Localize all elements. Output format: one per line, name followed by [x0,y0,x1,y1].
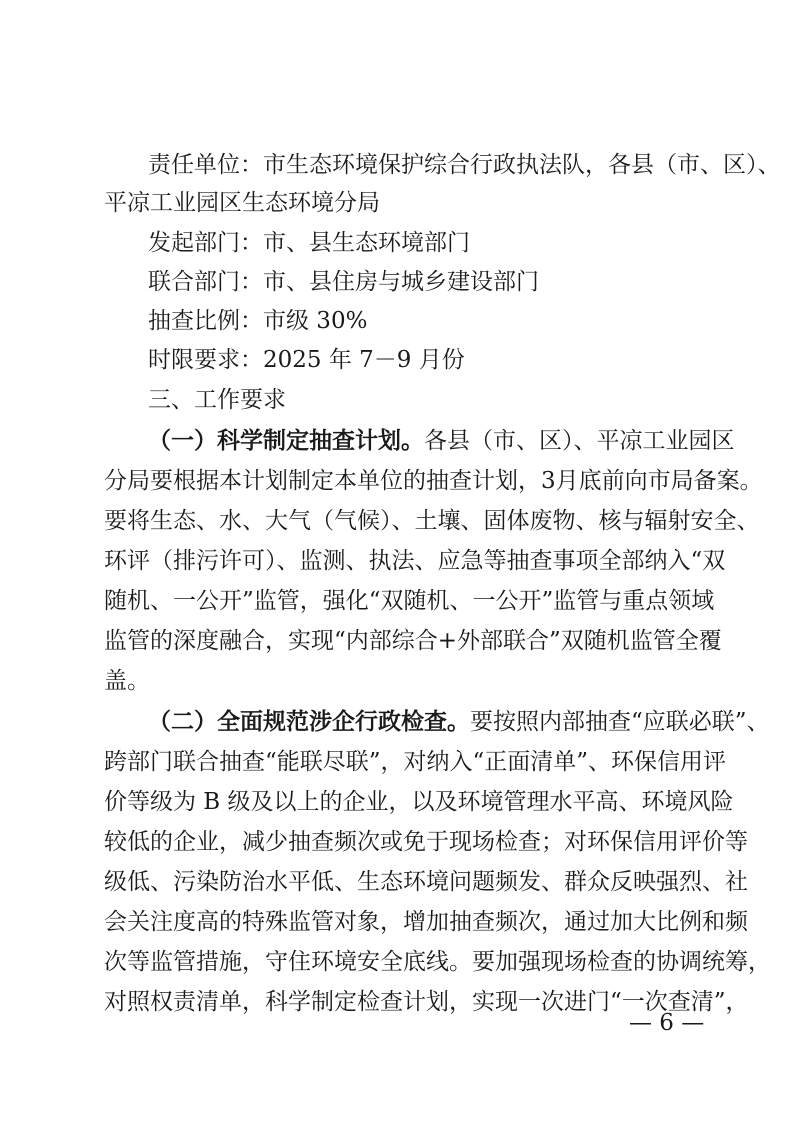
item1-first-line [148,421,735,461]
item2-line: 会关注度高的特殊监管对象，增加抽查频次，通过加大比例和频 [104,909,748,935]
item2-line: 级低、污染防治水平低、生态环境问题频发、群众反映强烈、社 [104,869,748,895]
item1-line: 环评（排污许可）、监测、执法、应急等抽查事项全部纳入“双 [104,548,726,574]
responsible-unit-line-1: 责任单位：市生态环境保护综合行政执法队，各县（市、区）、 [148,152,781,178]
item2-text: 要按照内部抽查“应联必联”、 [470,709,770,735]
responsible-unit-line-2: 平凉工业园区生态环境分局 [104,190,380,216]
joint-dept: 联合部门：市、县住房与城乡建设部门 [148,269,539,295]
item1-text: 各县（市、区）、平凉工业园区 [424,428,735,454]
time-limit: 时限要求：2025 年 7－9 月份 [148,347,465,373]
item1-title: （一）科学制定抽查计划。 [148,427,424,454]
initiating-dept: 发起部门：市、县生态环境部门 [148,230,470,256]
item2-line: 跨部门联合抽查“能联尽联”，对纳入“正面清单”、环保信用评 [104,749,727,775]
item1-line: 监管的深度融合，实现“内部综合+外部联合”双随机监管全覆 [104,628,722,654]
sampling-ratio: 抽查比例：市级 30% [148,308,368,334]
item2-line: 价等级为 B 级及以上的企业，以及环境管理水平高、环境风险 [104,789,734,815]
item2-line: 较低的企业，减少抽查频次或免于现场检查；对环保信用评价等 [104,829,748,855]
item1-line: 盖。 [104,668,150,694]
item2-line: 次等监管措施，守住环境安全底线。要加强现场检查的协调统筹， [104,949,771,975]
item1-line: 分局要根据本计划制定本单位的抽查计划，3月底前向市局备案。 [104,468,763,494]
item1-line: 要将生态、水、大气（气候）、土壤、固体废物、核与辐射安全、 [104,508,760,534]
item2-line: 对照权责清单，科学制定检查计划，实现一次进门“一次查清”， [104,989,749,1015]
section-heading: 三、工作要求 [148,387,286,413]
item2-first-line [148,702,770,742]
page-number: — 6 — [629,1010,705,1036]
item1-line: 随机、一公开”监管，强化“双随机、一公开”监管与重点领域 [104,588,715,614]
item2-title: （二）全面规范涉企行政检查。 [148,708,470,735]
